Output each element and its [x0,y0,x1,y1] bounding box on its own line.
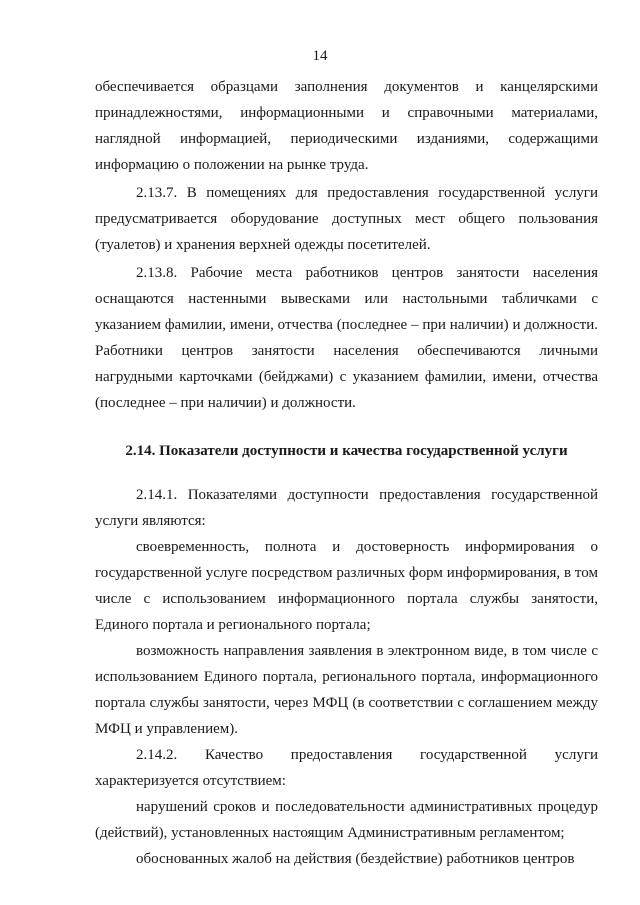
paragraph-2-13-7: 2.13.7. В помещениях для предоставления государственной услуги предусматривается оборудование доступных мест общего пользования (туалетов) и хранения верхней одежды посетителей. [95,185,598,253]
paragraph-continuation: обеспечивается образцами заполнения документов и канцелярскими принадлежностями, информационными и справочными материалами, наглядной информацией, периодическими изданиями, содержащими информацию о положении на рынке труда. [95,79,598,173]
document-body [95,74,598,872]
list-item-timeliness: своевременность, полнота и достоверность информирования о государственной услуге посредством различных форм информирования, в том числе с использованием информационного портала службы занятости, Единого портала и регионального портала; [95,539,598,633]
paragraph-2-14-2: 2.14.2. Качество предоставления государственной услуги характеризуется отсутствием: [95,747,598,789]
paragraph-2-14-1: 2.14.1. Показателями доступности предоставления государственной услуги являются: [95,487,598,529]
page-number: 14 [312,48,328,64]
section-heading-2-14: 2.14. Показатели доступности и качества государственной услуги [125,443,568,459]
paragraph-2-13-8: 2.13.8. Рабочие места работников центров занятости населения оснащаются настенными вывесками или настольными табличками с указанием фамилии, имени, отчества (последнее – при наличии) и должности. Работники центров занятости населения обеспечиваются личными нагрудными карточками (бейджами) с указанием фамилии, имени, отчества (последнее – при наличии) и должности. [95,265,598,411]
list-item-complaints: обоснованных жалоб на действия (бездействие) работников центров [136,851,575,867]
list-item-violations: нарушений сроков и последовательности административных процедур (действий), установленных настоящим Административным регламентом; [95,799,598,841]
list-item-electronic-application: возможность направления заявления в электронном виде, в том числе с использованием Единого портала, регионального портала, информационного портала службы занятости, через МФЦ (в соответствии с соглашением между МФЦ и управлением). [95,643,598,737]
